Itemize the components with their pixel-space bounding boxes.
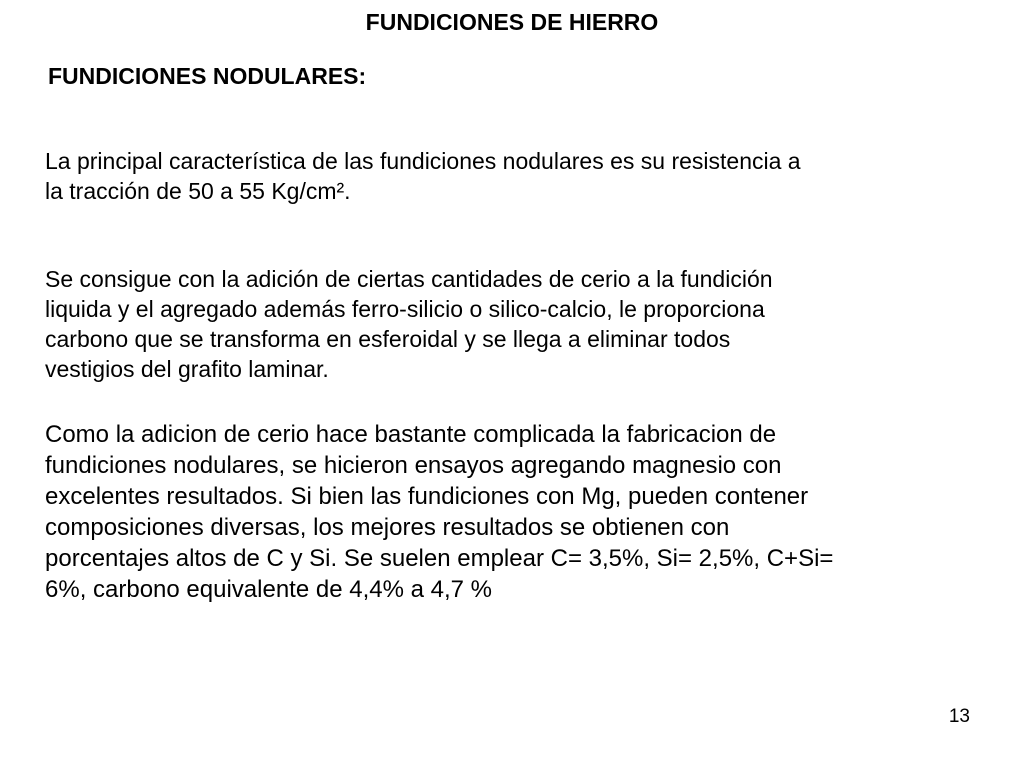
text-line: La principal característica de las fundiciones nodulares es su resistencia a bbox=[45, 148, 801, 174]
text-line: Como la adicion de cerio hace bastante complicada la fabricacion de bbox=[45, 421, 777, 448]
text-line: Se consigue con la adición de ciertas cantidades de cerio a la fundición bbox=[45, 266, 773, 292]
text-line: liquida y el agregado además ferro-silicio o silico-calcio, le proporciona bbox=[45, 296, 765, 322]
page-number: 13 bbox=[948, 706, 970, 727]
text-line: vestigios del grafito laminar. bbox=[45, 356, 329, 382]
text-line: 6%, carbono equivalente de 4,4% a 4,7 % bbox=[45, 576, 492, 603]
paragraph-traction-resistance bbox=[45, 146, 1000, 206]
paragraph-magnesium-trials bbox=[45, 419, 1000, 605]
text-line: porcentajes altos de C y Si. Se suelen emplear C= 3,5%, Si= 2,5%, C+Si= bbox=[45, 545, 834, 572]
paragraph-cerium-addition bbox=[45, 264, 1000, 384]
text-line: carbono que se transforma en esferoidal y se llega a eliminar todos bbox=[45, 326, 731, 352]
text-line: composiciones diversas, los mejores resultados se obtienen con bbox=[45, 514, 730, 541]
text-line: la tracción de 50 a 55 Kg/cm². bbox=[45, 178, 351, 204]
slide-title: FUNDICIONES DE HIERRO bbox=[365, 9, 659, 35]
section-heading: FUNDICIONES NODULARES: bbox=[48, 63, 367, 89]
text-line: excelentes resultados. Si bien las fundiciones con Mg, pueden contener bbox=[45, 483, 809, 510]
text-line: fundiciones nodulares, se hicieron ensayos agregando magnesio con bbox=[45, 452, 782, 479]
